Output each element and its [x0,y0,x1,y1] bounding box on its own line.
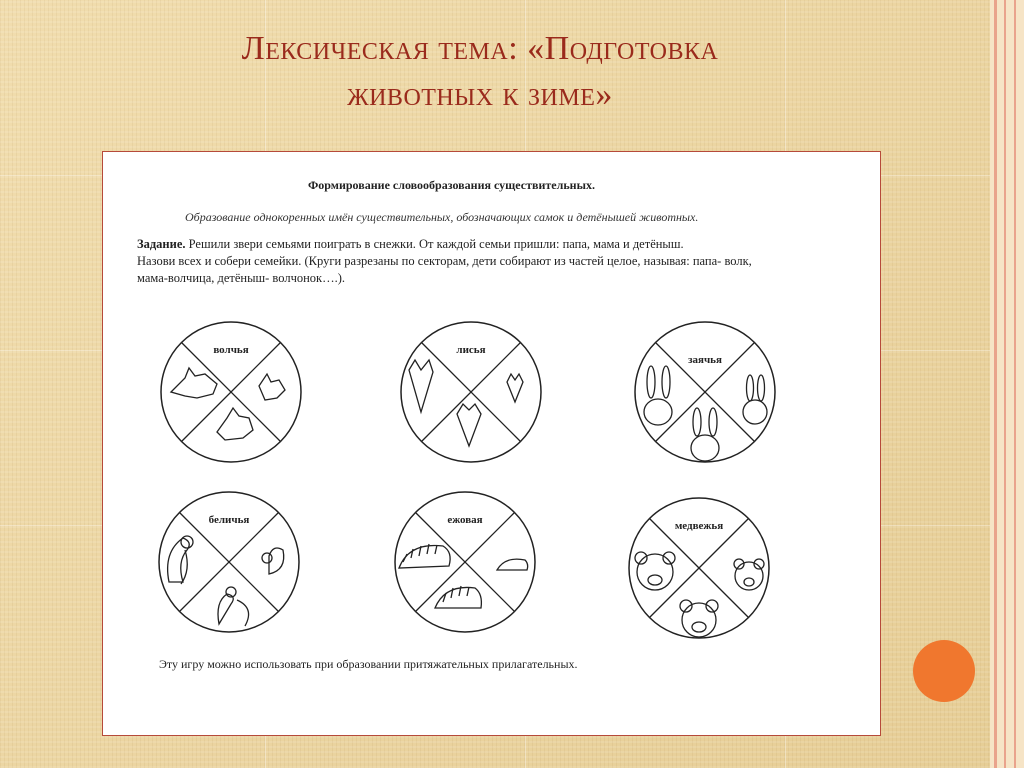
slide-title [120,26,840,118]
circle-label: лисья [456,344,486,356]
circle-label: ежовая [447,514,483,526]
circle-fox [399,320,543,464]
circle-label: заячья [688,354,722,366]
circle-label: беличья [208,514,250,526]
circle-hare [633,320,777,464]
circle-hedgehog [393,490,537,634]
circle-squirrel [157,490,301,634]
decorative-orange-circle [913,640,975,702]
task-line2: Назови всех и собери семейки. (Круги разрезаны по секторам, дети собирают из частей целое, называя: папа- волк, [137,254,752,268]
slide-title-line1: Лексическая тема: «Подготовка [241,30,719,67]
circle-wolf [159,320,303,464]
worksheet-image [102,151,881,736]
right-decorative-band [990,0,1024,768]
worksheet-footer: Эту игру можно использовать при образовании притяжательных прилагательных. [159,657,578,671]
task-line3: мама-волчица, детёныш- волчонок….). [137,271,346,285]
slide-title-line2: животных к зиме» [347,76,613,113]
task-label: Задание. [137,237,186,251]
circle-label: медвежья [674,520,724,532]
worksheet-heading: Формирование словообразования существительных. [308,178,595,192]
task-line1: Решили звери семьями поиграть в снежки. От каждой семьи пришли: папа, мама и детёныш. [188,237,684,251]
circle-bear [627,496,771,640]
worksheet-task [137,236,857,287]
circle-label: волчья [213,344,249,356]
worksheet-subheading: Образование однокоренных имён существительных, обозначающих самок и детёнышей животных. [185,210,699,224]
